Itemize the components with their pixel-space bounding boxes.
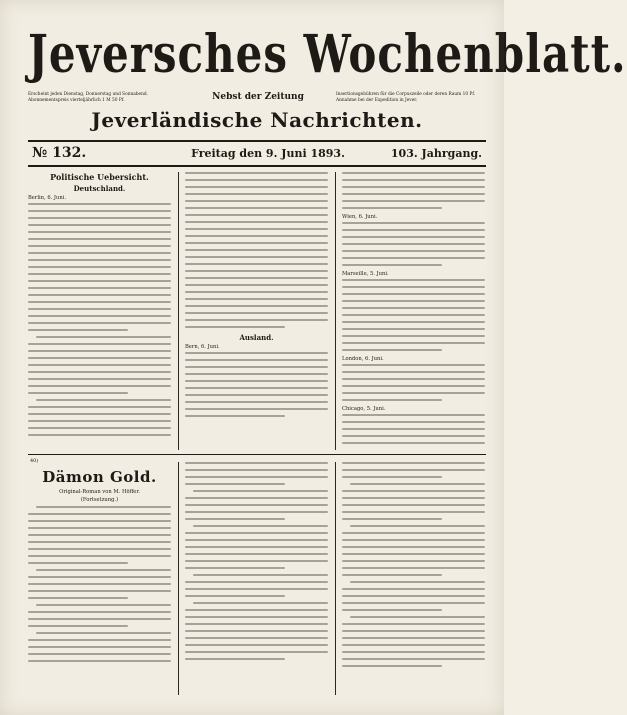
masthead-divider-top [28, 140, 486, 142]
dateline-chicago: Chicago, 5. Juni. [342, 406, 386, 412]
article-text-block [28, 203, 171, 436]
advertising-info: Insertionsgebühren für die Corpuszeile oder deren Raum 10 Pf. Annahme bei der Expedition in Jever. [336, 92, 476, 103]
column-divider [178, 172, 179, 450]
column-divider [335, 462, 336, 695]
story-text-block [185, 462, 328, 660]
region-heading-ausland: Ausland. [239, 333, 274, 342]
dateline-bern: Bern, 6. Juni. [185, 344, 220, 350]
column-divider [178, 462, 179, 695]
region-heading-deutschland: Deutschland. [73, 184, 126, 193]
column-foreign [342, 172, 485, 450]
article-text-block [342, 364, 485, 401]
dateline-london: London, 6. Juni. [342, 356, 384, 362]
column-politics [28, 172, 171, 450]
feuilleton-divider [28, 454, 486, 455]
subscription-info: Erscheint jeden Dienstag, Donnerstag und Sonnabend. Abonnementspreis vierteljährlich 1 M 50 Pf. [28, 92, 148, 103]
issue-number: № 132. [32, 145, 87, 161]
issue-date: Freitag den 9. Juni 1893. [191, 147, 345, 160]
news-columns [28, 172, 486, 450]
article-text-block [342, 172, 485, 209]
feuilleton-column-2 [185, 462, 328, 695]
dateline-marseille: Marseille, 5. Juni. [342, 271, 389, 277]
masthead [28, 22, 627, 85]
story-text-block [342, 462, 485, 667]
issue-divider [28, 165, 486, 167]
feuilleton-continuation: (Fortsetzung.) [80, 497, 119, 503]
article-text-block [185, 352, 328, 417]
column-divider [335, 172, 336, 450]
article-text-block [342, 279, 485, 351]
story-text-block [28, 506, 171, 662]
article-text-block [342, 222, 485, 266]
feuilleton-columns [28, 462, 486, 697]
feuilleton-title: Dämon Gold. [42, 468, 157, 486]
newspaper-subtitle: Jeverländische Nachrichten. [91, 108, 423, 132]
issue-line [28, 145, 486, 163]
supplement-note: Nebst der Zeitung [212, 92, 304, 102]
column-middle [185, 172, 328, 450]
feuilleton-column-3 [342, 462, 485, 695]
dateline-berlin: Berlin, 6. Juni. [28, 195, 66, 201]
newspaper-title: Jeversches Wochenblatt. [28, 23, 627, 85]
feuilleton-number: 40) [30, 458, 39, 464]
feuilleton-byline: Original-Roman von M. Höffer. [59, 489, 140, 495]
feuilleton-column-1 [28, 506, 171, 695]
issue-year: 103. Jahrgang. [390, 147, 482, 160]
article-text-block [185, 172, 328, 328]
section-heading-politics: Politische Uebersicht. [50, 172, 149, 182]
dateline-wien: Wien, 6. Juni. [342, 214, 378, 220]
article-text-block [342, 414, 485, 444]
